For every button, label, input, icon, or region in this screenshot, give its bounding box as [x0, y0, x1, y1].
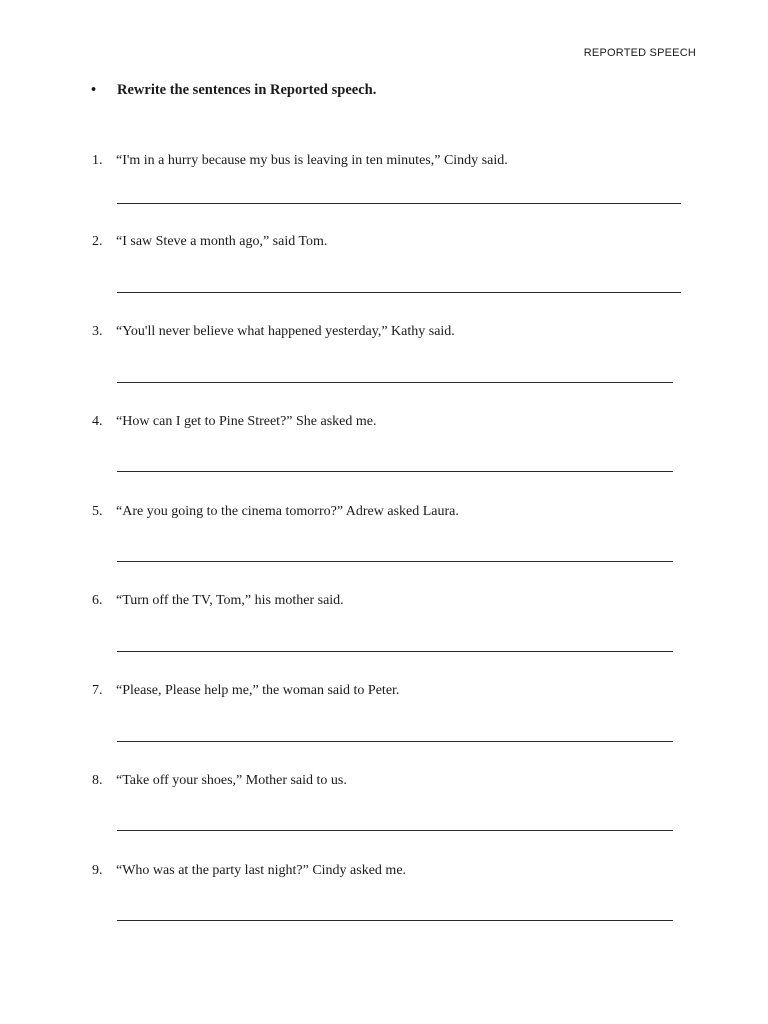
instruction	[91, 82, 376, 99]
item-number: 4.	[92, 414, 103, 429]
exercise-item-6	[92, 593, 692, 609]
item-sentence: “Turn off the TV, Tom,” his mother said.	[116, 593, 344, 608]
item-sentence: “I'm in a hurry because my bus is leaving in ten minutes,” Cindy said.	[116, 153, 508, 168]
item-number: 5.	[92, 504, 103, 519]
item-number: 8.	[92, 773, 103, 788]
item-number: 6.	[92, 593, 103, 608]
item-number: 1.	[92, 153, 103, 168]
exercise-item-3	[92, 324, 692, 340]
exercise-item-1	[92, 153, 692, 169]
item-sentence: “How can I get to Pine Street?” She asked me.	[116, 414, 377, 429]
page-header-title: REPORTED SPEECH	[583, 47, 696, 59]
item-sentence: “You'll never believe what happened yesterday,” Kathy said.	[116, 324, 455, 339]
answer-line-8[interactable]	[117, 830, 673, 831]
item-number: 2.	[92, 234, 103, 249]
item-sentence: “Are you going to the cinema tomorro?” Adrew asked Laura.	[116, 504, 459, 519]
answer-line-2[interactable]	[117, 292, 681, 293]
item-number: 9.	[92, 863, 103, 878]
item-sentence: “Take off your shoes,” Mother said to us.	[116, 773, 347, 788]
exercise-item-8	[92, 773, 692, 789]
item-number: 3.	[92, 324, 103, 339]
answer-line-6[interactable]	[117, 651, 673, 652]
exercise-item-4	[92, 414, 692, 430]
item-sentence: “I saw Steve a month ago,” said Tom.	[116, 234, 328, 249]
answer-line-4[interactable]	[117, 471, 673, 472]
bullet-icon: •	[91, 82, 97, 98]
instruction-text: Rewrite the sentences in Reported speech.	[117, 82, 377, 98]
answer-line-5[interactable]	[117, 561, 673, 562]
item-number: 7.	[92, 683, 103, 698]
answer-line-1[interactable]	[117, 203, 681, 204]
item-sentence: “Please, Please help me,” the woman said to Peter.	[116, 683, 400, 698]
answer-line-3[interactable]	[117, 382, 673, 383]
answer-line-9[interactable]	[117, 920, 673, 921]
item-sentence: “Who was at the party last night?” Cindy asked me.	[116, 863, 407, 878]
exercise-item-2	[92, 234, 692, 250]
exercise-item-9	[92, 863, 692, 879]
exercise-item-5	[92, 504, 692, 520]
exercise-item-7	[92, 683, 692, 699]
answer-line-7[interactable]	[117, 741, 673, 742]
